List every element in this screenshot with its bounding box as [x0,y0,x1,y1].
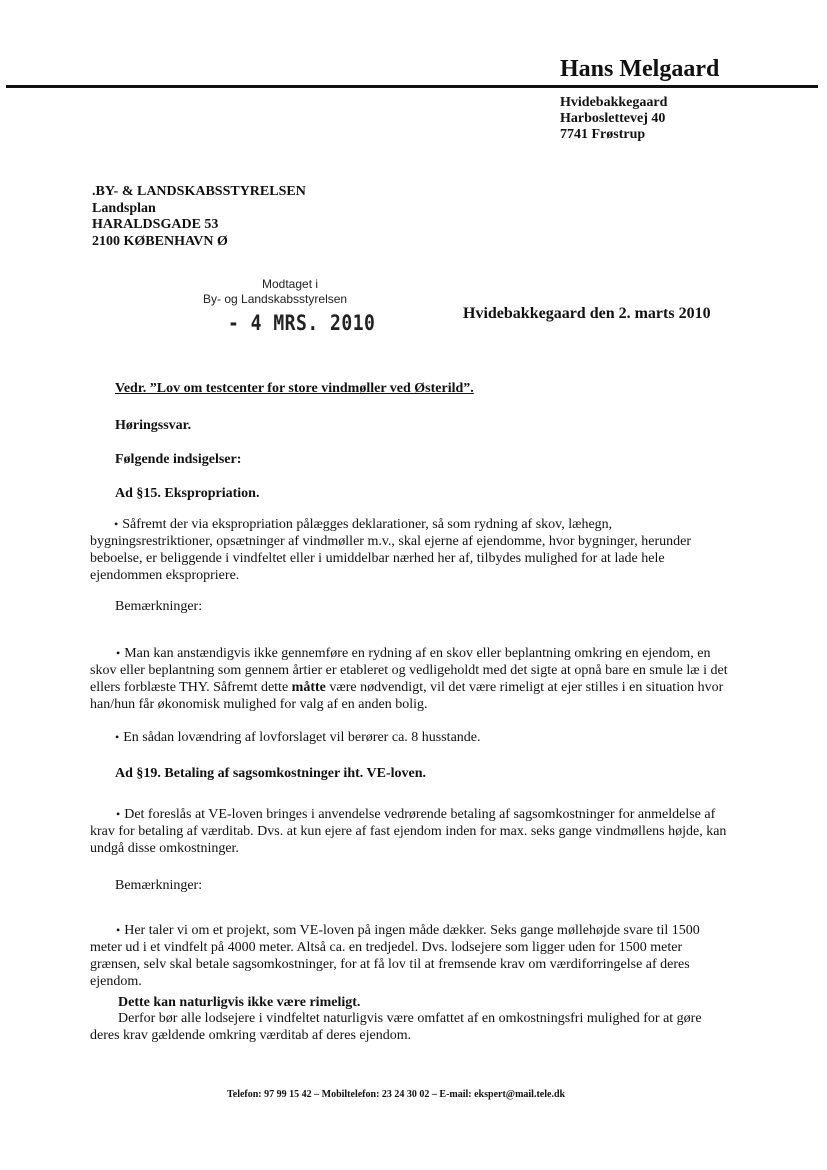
contact-footer: Telefon: 97 99 15 42 – Mobiltelefon: 23 24 30 02 – E-mail: ekspert@mail.tele.dk [227,1089,566,1100]
bullet: • [116,807,121,821]
paragraph-text: Man kan anstændigvis ikke gennemføre en rydning af en skov eller beplantning omkring en ejendom, en skov eller beplantning som gennem årtier er etableret og vedligeholdt med det sigte at opnå bare en smule læ i det ellers forblæste THY. Såfremt dette [90,646,728,695]
paragraph-text: Her taler vi om et projekt, som VE-loven på ingen måde dækker. Seks gange møllehøjde svare til 1500 meter ud i et vindfelt på 4000 meter. Altså ca. en tredjedel. Dvs. lodsejere som ligger uden for 1500 meter grænsen, selv skal betale sagsomkostninger, for at få lov til at fremsende krav om værdiforringelse af deres ejendom. [90,923,700,989]
heading-hoeringssvar: Høringssvar. [115,418,192,433]
subject-line: Vedr. ”Lov om testcenter for store vindmøller ved Østerild”. [115,381,474,396]
bullet: • [116,923,121,937]
letter-date: Hvidebakkegaard den 2. marts 2010 [463,305,711,322]
recipient-line: .BY- & LANDSKABSSTYRELSEN [92,184,306,199]
paragraph-text: være nødvendigt, vil det være rimeligt at ejer stilles i en situation hvor han/hun får økonomisk mulighed for valg af en anden bolig. [90,680,724,712]
paragraph-conclusion: Derfor bør alle lodsejere i vindfeltet naturligvis være omfattet af en omkostningsfri mulighed for at gøre deres krav gældende omkring værditab af deres ejendom. [90,1011,702,1043]
sender-name: Hans Melgaard [560,56,720,82]
emphasis-line: Dette kan naturligvis ikke være rimeligt. [118,995,361,1010]
sender-address-line: Harboslettevej 40 [560,111,666,126]
heading-indsigelser: Følgende indsigelser: [115,452,242,467]
recipient-line: Landsplan [92,201,156,216]
sender-address-line: Hvidebakkegaard [560,95,668,110]
heading-ad15: Ad §15. Ekspropriation. [115,486,260,501]
emphasis-text: måtte [291,680,326,695]
paragraph-households [115,729,755,746]
paragraph-text: En sådan lovændring af lovforslaget vil berører ca. 8 husstande. [123,730,481,745]
heading-ad19: Ad §19. Betaling af sagsomkostninger iht. VE-loven. [115,766,427,781]
paragraph-remark-1 [90,645,730,713]
remarks-label: Bemærkninger: [115,878,203,893]
received-stamp-line: Modtaget i [262,277,319,291]
recipient-line: 2100 KØBENHAVN Ø [92,234,228,249]
paragraph-expropriation [90,516,730,584]
paragraph-text: Såfremt der via ekspropriation pålægges deklarationer, så som rydning af skov, læhegn, bygningsrestriktioner, opsætninger af vindmøller m.v., skal ejerne af ejendomme, hvor bygninger, herunder beboelse, er beliggende i vindfeltet eller i umiddelbar nærhed her af, tilbydes mulighed for at lade hele ejendommen ekspropriere. [90,517,691,583]
header-rule [6,85,818,88]
received-stamp-line: By- og Landskabsstyrelsen [203,292,348,306]
paragraph-remark-2 [90,922,730,990]
bullet: • [115,730,120,744]
paragraph-text: Det foreslås at VE-loven bringes i anvendelse vedrørende betaling af sagsomkostninger for anmeldelse af krav for betaling af værditab. Dvs. at kun ejere af fast ejendom inden for max. seks gange vindmøllens højde, kan undgå disse omkostninger. [90,807,727,856]
bullet: • [114,517,119,531]
received-stamp-date: - 4 MRS. 2010 [228,310,376,337]
remarks-label: Bemærkninger: [115,599,203,614]
bullet: • [116,646,121,660]
paragraph-ve-loven [90,806,730,857]
sender-address-line: 7741 Frøstrup [560,127,646,142]
recipient-line: HARALDSGADE 53 [92,217,219,232]
